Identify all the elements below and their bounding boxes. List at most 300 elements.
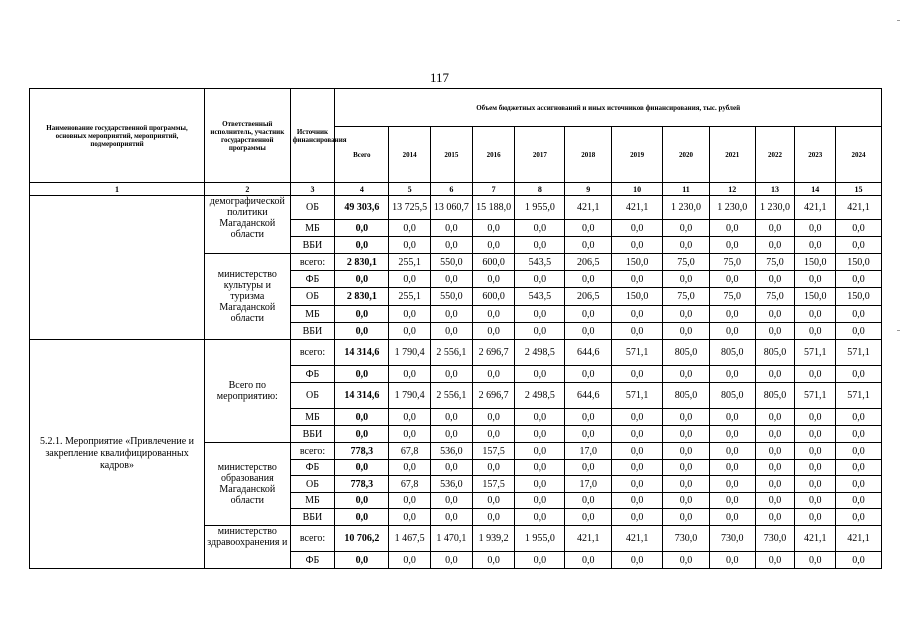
- year-value: 0,0: [431, 460, 473, 476]
- year-value: 0,0: [565, 323, 612, 340]
- total-value: 0,0: [335, 271, 389, 288]
- year-value: 0,0: [565, 460, 612, 476]
- total-value: 0,0: [335, 460, 389, 476]
- total-value: 0,0: [335, 237, 389, 254]
- year-value: 0,0: [795, 426, 836, 443]
- year-value: 0,0: [515, 493, 565, 509]
- year-value: 75,0: [755, 288, 795, 306]
- program-name-continued: [30, 196, 205, 340]
- year-value: 805,0: [663, 383, 710, 409]
- year-value: 0,0: [836, 271, 882, 288]
- year-value: 600,0: [472, 288, 515, 306]
- year-value: 0,0: [431, 509, 473, 526]
- year-value: 0,0: [755, 409, 795, 426]
- year-value: 0,0: [795, 443, 836, 460]
- funding-source: всего:: [290, 443, 335, 460]
- year-value: 150,0: [836, 254, 882, 271]
- year-value: 0,0: [836, 306, 882, 323]
- year-value: 0,0: [612, 509, 663, 526]
- responsible-org: министерство культуры и туризма Магаданской области: [205, 254, 291, 340]
- year-value: 0,0: [836, 323, 882, 340]
- year-value: 0,0: [663, 220, 710, 237]
- year-value: 0,0: [472, 460, 515, 476]
- year-value: 0,0: [755, 493, 795, 509]
- year-value: 0,0: [389, 426, 431, 443]
- header-year: 2019: [612, 127, 663, 183]
- header-year: 2024: [836, 127, 882, 183]
- header-year: 2014: [389, 127, 431, 183]
- year-value: 0,0: [389, 493, 431, 509]
- year-value: 0,0: [795, 552, 836, 569]
- year-value: 206,5: [565, 288, 612, 306]
- year-value: 255,1: [389, 254, 431, 271]
- year-value: 421,1: [795, 526, 836, 552]
- year-value: 0,0: [472, 552, 515, 569]
- year-value: 17,0: [565, 443, 612, 460]
- funding-source: ВБИ: [290, 426, 335, 443]
- year-value: 536,0: [431, 476, 473, 493]
- year-value: 0,0: [709, 220, 755, 237]
- year-value: 75,0: [709, 288, 755, 306]
- year-value: 0,0: [389, 509, 431, 526]
- year-value: 0,0: [709, 460, 755, 476]
- year-value: 0,0: [565, 552, 612, 569]
- year-value: 0,0: [836, 460, 882, 476]
- year-value: 0,0: [472, 409, 515, 426]
- year-value: 0,0: [795, 237, 836, 254]
- scan-dot: [897, 330, 900, 331]
- year-value: 0,0: [795, 271, 836, 288]
- year-value: 0,0: [663, 426, 710, 443]
- total-value: 778,3: [335, 443, 389, 460]
- year-value: 0,0: [472, 271, 515, 288]
- year-value: 0,0: [755, 460, 795, 476]
- header-year: 2017: [515, 127, 565, 183]
- year-value: 644,6: [565, 340, 612, 366]
- funding-source: всего:: [290, 340, 335, 366]
- year-value: 0,0: [472, 493, 515, 509]
- header-year: 2020: [663, 127, 710, 183]
- year-value: 0,0: [431, 426, 473, 443]
- funding-source: ОБ: [290, 383, 335, 409]
- year-value: 0,0: [663, 493, 710, 509]
- year-value: 730,0: [709, 526, 755, 552]
- responsible-org: министерство образования Магаданской области: [205, 443, 291, 526]
- year-value: 13 060,7: [431, 196, 473, 220]
- column-number: 13: [755, 183, 795, 196]
- year-value: 0,0: [472, 237, 515, 254]
- year-value: 0,0: [431, 409, 473, 426]
- year-value: 0,0: [755, 271, 795, 288]
- year-value: 2 498,5: [515, 340, 565, 366]
- header-total: Всего: [335, 127, 389, 183]
- year-value: 0,0: [836, 493, 882, 509]
- year-value: 75,0: [663, 254, 710, 271]
- year-value: 0,0: [431, 237, 473, 254]
- header-year: 2023: [795, 127, 836, 183]
- year-value: 571,1: [795, 340, 836, 366]
- year-value: 0,0: [663, 306, 710, 323]
- year-value: 0,0: [755, 552, 795, 569]
- year-value: 0,0: [709, 443, 755, 460]
- year-value: 2 696,7: [472, 383, 515, 409]
- year-value: 150,0: [612, 254, 663, 271]
- year-value: 0,0: [755, 476, 795, 493]
- year-value: 805,0: [709, 340, 755, 366]
- total-value: 14 314,6: [335, 383, 389, 409]
- year-value: 0,0: [389, 271, 431, 288]
- year-value: 0,0: [515, 552, 565, 569]
- header-source: Источник финансирования: [290, 89, 335, 183]
- year-value: 0,0: [836, 552, 882, 569]
- year-value: 150,0: [612, 288, 663, 306]
- year-value: 0,0: [795, 476, 836, 493]
- year-value: 0,0: [795, 493, 836, 509]
- year-value: 0,0: [836, 220, 882, 237]
- year-value: 0,0: [515, 366, 565, 383]
- year-value: 0,0: [836, 366, 882, 383]
- year-value: 2 498,5: [515, 383, 565, 409]
- year-value: 1 955,0: [515, 526, 565, 552]
- funding-source: всего:: [290, 254, 335, 271]
- year-value: 644,6: [565, 383, 612, 409]
- column-number: 9: [565, 183, 612, 196]
- header-year: 2018: [565, 127, 612, 183]
- year-value: 0,0: [515, 271, 565, 288]
- year-value: 157,5: [472, 476, 515, 493]
- year-value: 0,0: [389, 306, 431, 323]
- year-value: 1 230,0: [663, 196, 710, 220]
- year-value: 75,0: [663, 288, 710, 306]
- total-value: 0,0: [335, 306, 389, 323]
- year-value: 0,0: [836, 509, 882, 526]
- table-row: [30, 340, 882, 366]
- year-value: 15 188,0: [472, 196, 515, 220]
- header-name: Наименование государственной программы, основных мероприятий, мероприятий, подмероприятий: [30, 89, 205, 183]
- funding-source: МБ: [290, 220, 335, 237]
- responsible-org: демографической политики Магаданской области: [205, 196, 291, 254]
- year-value: 571,1: [612, 383, 663, 409]
- year-value: 0,0: [389, 552, 431, 569]
- year-value: 0,0: [515, 409, 565, 426]
- year-value: 0,0: [709, 476, 755, 493]
- year-value: 0,0: [709, 409, 755, 426]
- column-number: 4: [335, 183, 389, 196]
- year-value: 0,0: [795, 509, 836, 526]
- year-value: 0,0: [795, 366, 836, 383]
- year-value: 0,0: [612, 493, 663, 509]
- year-value: 0,0: [515, 509, 565, 526]
- year-value: 0,0: [612, 552, 663, 569]
- year-value: 0,0: [709, 237, 755, 254]
- year-value: 0,0: [565, 237, 612, 254]
- year-value: 0,0: [565, 493, 612, 509]
- year-value: 0,0: [515, 426, 565, 443]
- year-value: 421,1: [795, 196, 836, 220]
- year-value: 2 556,1: [431, 340, 473, 366]
- year-value: 0,0: [612, 366, 663, 383]
- funding-source: ВБИ: [290, 509, 335, 526]
- year-value: 0,0: [472, 366, 515, 383]
- year-value: 0,0: [795, 460, 836, 476]
- year-value: 17,0: [565, 476, 612, 493]
- year-value: 0,0: [755, 323, 795, 340]
- year-value: 0,0: [612, 271, 663, 288]
- year-value: 0,0: [663, 552, 710, 569]
- year-value: 0,0: [565, 271, 612, 288]
- column-number: 12: [709, 183, 755, 196]
- year-value: 543,5: [515, 288, 565, 306]
- year-value: 0,0: [612, 306, 663, 323]
- year-value: 421,1: [612, 526, 663, 552]
- header-responsible: Ответственный исполнитель, участник государственной программы: [205, 89, 291, 183]
- scan-dot: [897, 20, 900, 21]
- year-value: 0,0: [663, 237, 710, 254]
- year-value: 0,0: [431, 306, 473, 323]
- year-value: 0,0: [431, 552, 473, 569]
- year-value: 0,0: [795, 220, 836, 237]
- year-value: 0,0: [472, 509, 515, 526]
- year-value: 571,1: [795, 383, 836, 409]
- year-value: 150,0: [795, 254, 836, 271]
- year-value: 0,0: [431, 493, 473, 509]
- year-value: 0,0: [612, 460, 663, 476]
- year-value: 550,0: [431, 288, 473, 306]
- column-number: 7: [472, 183, 515, 196]
- funding-source: ОБ: [290, 196, 335, 220]
- year-value: 0,0: [755, 237, 795, 254]
- year-value: 0,0: [515, 220, 565, 237]
- total-value: 0,0: [335, 426, 389, 443]
- year-value: 255,1: [389, 288, 431, 306]
- year-value: 543,5: [515, 254, 565, 271]
- year-value: 0,0: [612, 409, 663, 426]
- year-value: 0,0: [515, 460, 565, 476]
- year-value: 0,0: [431, 220, 473, 237]
- funding-source: МБ: [290, 493, 335, 509]
- year-value: 0,0: [755, 220, 795, 237]
- year-value: 67,8: [389, 443, 431, 460]
- funding-source: ФБ: [290, 552, 335, 569]
- year-value: 0,0: [709, 426, 755, 443]
- year-value: 0,0: [836, 443, 882, 460]
- funding-source: ФБ: [290, 366, 335, 383]
- total-value: 0,0: [335, 220, 389, 237]
- year-value: 1 470,1: [431, 526, 473, 552]
- year-value: 150,0: [836, 288, 882, 306]
- total-value: 49 303,6: [335, 196, 389, 220]
- year-value: 0,0: [565, 409, 612, 426]
- year-value: 421,1: [565, 526, 612, 552]
- year-value: 67,8: [389, 476, 431, 493]
- year-value: 0,0: [663, 409, 710, 426]
- year-value: 0,0: [612, 476, 663, 493]
- column-number: 11: [663, 183, 710, 196]
- funding-source: МБ: [290, 409, 335, 426]
- year-value: 0,0: [755, 509, 795, 526]
- year-value: 0,0: [663, 271, 710, 288]
- year-value: 0,0: [515, 306, 565, 323]
- year-value: 730,0: [755, 526, 795, 552]
- year-value: 0,0: [565, 366, 612, 383]
- year-value: 75,0: [709, 254, 755, 271]
- total-value: 10 706,2: [335, 526, 389, 552]
- year-value: 0,0: [389, 409, 431, 426]
- funding-source: ВБИ: [290, 323, 335, 340]
- year-value: 0,0: [795, 409, 836, 426]
- year-value: 0,0: [755, 306, 795, 323]
- year-value: 421,1: [565, 196, 612, 220]
- total-value: 14 314,6: [335, 340, 389, 366]
- column-number: 2: [205, 183, 291, 196]
- total-value: 0,0: [335, 552, 389, 569]
- total-value: 0,0: [335, 409, 389, 426]
- year-value: 0,0: [389, 366, 431, 383]
- column-number: 14: [795, 183, 836, 196]
- column-number: 5: [389, 183, 431, 196]
- year-value: 0,0: [795, 323, 836, 340]
- column-number: 3: [290, 183, 335, 196]
- year-value: 571,1: [836, 340, 882, 366]
- header-volume: Объем бюджетных ассигнований и иных источников финансирования, тыс. рублей: [335, 89, 882, 127]
- year-value: 0,0: [836, 409, 882, 426]
- column-number: 15: [836, 183, 882, 196]
- year-value: 0,0: [836, 476, 882, 493]
- year-value: 2 556,1: [431, 383, 473, 409]
- year-value: 805,0: [663, 340, 710, 366]
- year-value: 0,0: [389, 220, 431, 237]
- year-value: 1 790,4: [389, 340, 431, 366]
- year-value: 0,0: [431, 271, 473, 288]
- year-value: 1 230,0: [755, 196, 795, 220]
- responsible-org: Всего по мероприятию:: [205, 340, 291, 443]
- column-number: 10: [612, 183, 663, 196]
- year-value: 0,0: [836, 426, 882, 443]
- year-value: 0,0: [709, 271, 755, 288]
- funding-source: ОБ: [290, 288, 335, 306]
- year-value: 1 939,2: [472, 526, 515, 552]
- total-value: 0,0: [335, 493, 389, 509]
- header-year: 2016: [472, 127, 515, 183]
- header-year: 2022: [755, 127, 795, 183]
- funding-source: МБ: [290, 306, 335, 323]
- year-value: 0,0: [612, 443, 663, 460]
- year-value: 0,0: [663, 460, 710, 476]
- year-value: 0,0: [472, 323, 515, 340]
- year-value: 421,1: [836, 526, 882, 552]
- year-value: 75,0: [755, 254, 795, 271]
- year-value: 0,0: [515, 237, 565, 254]
- year-value: 0,0: [755, 366, 795, 383]
- year-value: 805,0: [755, 340, 795, 366]
- header-year: 2021: [709, 127, 755, 183]
- year-value: 0,0: [565, 306, 612, 323]
- year-value: 0,0: [663, 443, 710, 460]
- year-value: 0,0: [663, 323, 710, 340]
- year-value: 0,0: [565, 509, 612, 526]
- program-name: 5.2.1. Мероприятие «Привлечение и закрепление квалифицированных кадров»: [30, 340, 205, 569]
- funding-source: ФБ: [290, 271, 335, 288]
- header-year: 2015: [431, 127, 473, 183]
- year-value: 0,0: [515, 443, 565, 460]
- total-value: 778,3: [335, 476, 389, 493]
- funding-source: ОБ: [290, 476, 335, 493]
- page-number: 117: [430, 70, 450, 85]
- year-value: 13 725,5: [389, 196, 431, 220]
- year-value: 0,0: [709, 509, 755, 526]
- year-value: 0,0: [836, 237, 882, 254]
- funding-source: ВБИ: [290, 237, 335, 254]
- year-value: 0,0: [565, 220, 612, 237]
- year-value: 0,0: [709, 552, 755, 569]
- year-value: 0,0: [709, 323, 755, 340]
- year-value: 0,0: [709, 366, 755, 383]
- year-value: 0,0: [755, 443, 795, 460]
- year-value: 571,1: [836, 383, 882, 409]
- year-value: 150,0: [795, 288, 836, 306]
- year-value: 0,0: [663, 476, 710, 493]
- year-value: 0,0: [472, 220, 515, 237]
- year-value: 600,0: [472, 254, 515, 271]
- year-value: 571,1: [612, 340, 663, 366]
- total-value: 0,0: [335, 323, 389, 340]
- column-number: 8: [515, 183, 565, 196]
- year-value: 1 790,4: [389, 383, 431, 409]
- year-value: 0,0: [612, 426, 663, 443]
- column-number: 6: [431, 183, 473, 196]
- year-value: 0,0: [515, 476, 565, 493]
- year-value: 1 230,0: [709, 196, 755, 220]
- column-number: 1: [30, 183, 205, 196]
- table-row: [30, 196, 882, 220]
- year-value: 0,0: [709, 493, 755, 509]
- year-value: 0,0: [663, 366, 710, 383]
- funding-source: ФБ: [290, 460, 335, 476]
- funding-table: [29, 88, 882, 569]
- year-value: 0,0: [431, 323, 473, 340]
- year-value: 805,0: [709, 383, 755, 409]
- year-value: 550,0: [431, 254, 473, 271]
- year-value: 0,0: [709, 306, 755, 323]
- year-value: 0,0: [431, 366, 473, 383]
- year-value: 0,0: [663, 509, 710, 526]
- year-value: 1 955,0: [515, 196, 565, 220]
- year-value: 0,0: [755, 426, 795, 443]
- year-value: 0,0: [389, 323, 431, 340]
- year-value: 0,0: [795, 306, 836, 323]
- year-value: 0,0: [612, 323, 663, 340]
- total-value: 0,0: [335, 509, 389, 526]
- year-value: 0,0: [389, 237, 431, 254]
- total-value: 2 830,1: [335, 254, 389, 271]
- year-value: 0,0: [472, 306, 515, 323]
- responsible-org: министерство здравоохранения и: [205, 526, 291, 569]
- year-value: 0,0: [389, 460, 431, 476]
- total-value: 0,0: [335, 366, 389, 383]
- year-value: 0,0: [565, 426, 612, 443]
- year-value: 421,1: [612, 196, 663, 220]
- year-value: 206,5: [565, 254, 612, 271]
- year-value: 421,1: [836, 196, 882, 220]
- year-value: 2 696,7: [472, 340, 515, 366]
- year-value: 536,0: [431, 443, 473, 460]
- year-value: 1 467,5: [389, 526, 431, 552]
- year-value: 0,0: [472, 426, 515, 443]
- year-value: 0,0: [612, 237, 663, 254]
- year-value: 730,0: [663, 526, 710, 552]
- year-value: 157,5: [472, 443, 515, 460]
- year-value: 805,0: [755, 383, 795, 409]
